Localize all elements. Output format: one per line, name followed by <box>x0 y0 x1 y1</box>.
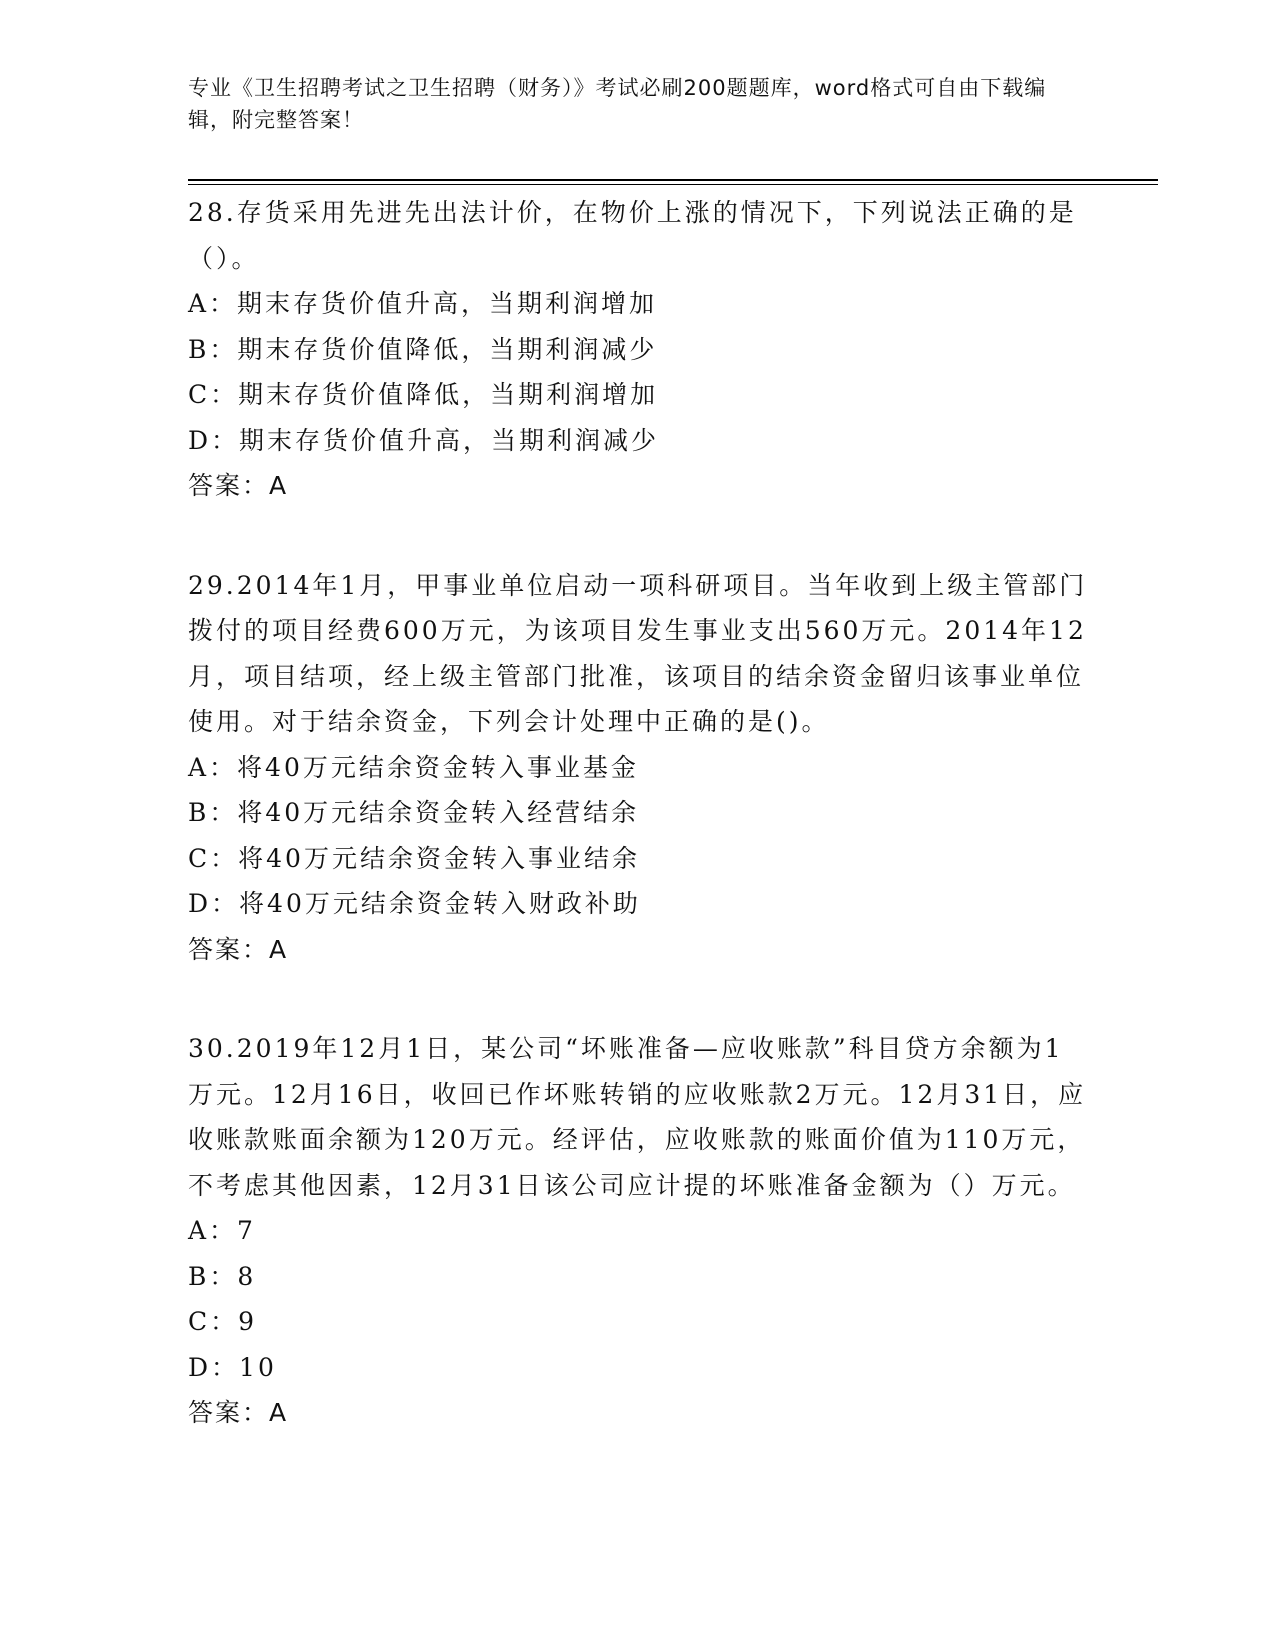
answer: 答案：A <box>188 1398 289 1427</box>
option-a: A：期末存货价值升高，当期利润增加 <box>188 289 658 318</box>
question-28 <box>188 190 1088 509</box>
option-b: B：期末存货价值降低，当期利润减少 <box>188 334 658 364</box>
option-a: A：7 <box>188 1216 256 1245</box>
option-c: C：9 <box>188 1307 258 1336</box>
question-list <box>188 190 1088 1490</box>
question-text: 30.2019年12月1日，某公司“坏账准备—应收账款”科目贷方余额为1万元。12月16日，收回已作坏账转销的应收账款2万元。12月31日，应收账款账面余额为120万元。经评估，应收账款的账面价值为110万元，不考虑其他因素，12月31日该公司应计提的坏账准备金额为（）万元。 <box>188 1034 1087 1200</box>
option-d: D：期末存货价值升高，当期利润减少 <box>188 425 660 455</box>
option-b: B：8 <box>188 1261 257 1291</box>
option-d: D：10 <box>188 1352 277 1382</box>
header-divider-thick <box>188 179 1158 181</box>
question-text: 29.2014年1月，甲事业单位启动一项科研项目。当年收到上级主管部门拨付的项目经费600万元，为该项目发生事业支出560万元。2014年12月，项目结项，经上级主管部门批准，该项目的结余资金留归该事业单位使用。对于结余资金，下列会计处理中正确的是()。 <box>188 570 1088 736</box>
option-b: B：将40万元结余资金转入经营结余 <box>188 798 640 827</box>
option-d: D：将40万元结余资金转入财政补助 <box>188 889 641 918</box>
answer: 答案：A <box>188 471 289 500</box>
question-29 <box>188 563 1088 973</box>
option-c: C：将40万元结余资金转入事业结余 <box>188 843 640 873</box>
question-text: 28.存货采用先进先出法计价，在物价上涨的情况下，下列说法正确的是（）。 <box>188 198 1077 273</box>
option-a: A：将40万元结余资金转入事业基金 <box>188 752 639 782</box>
header-divider-thin <box>188 184 1158 185</box>
option-c: C：期末存货价值降低，当期利润增加 <box>188 380 659 409</box>
answer: 答案：A <box>188 934 289 964</box>
question-30 <box>188 1026 1088 1436</box>
document-header: 专业《卫生招聘考试之卫生招聘（财务）》考试必刷200题题库，word格式可自由下载编辑，附完整答案！ <box>188 76 1047 132</box>
